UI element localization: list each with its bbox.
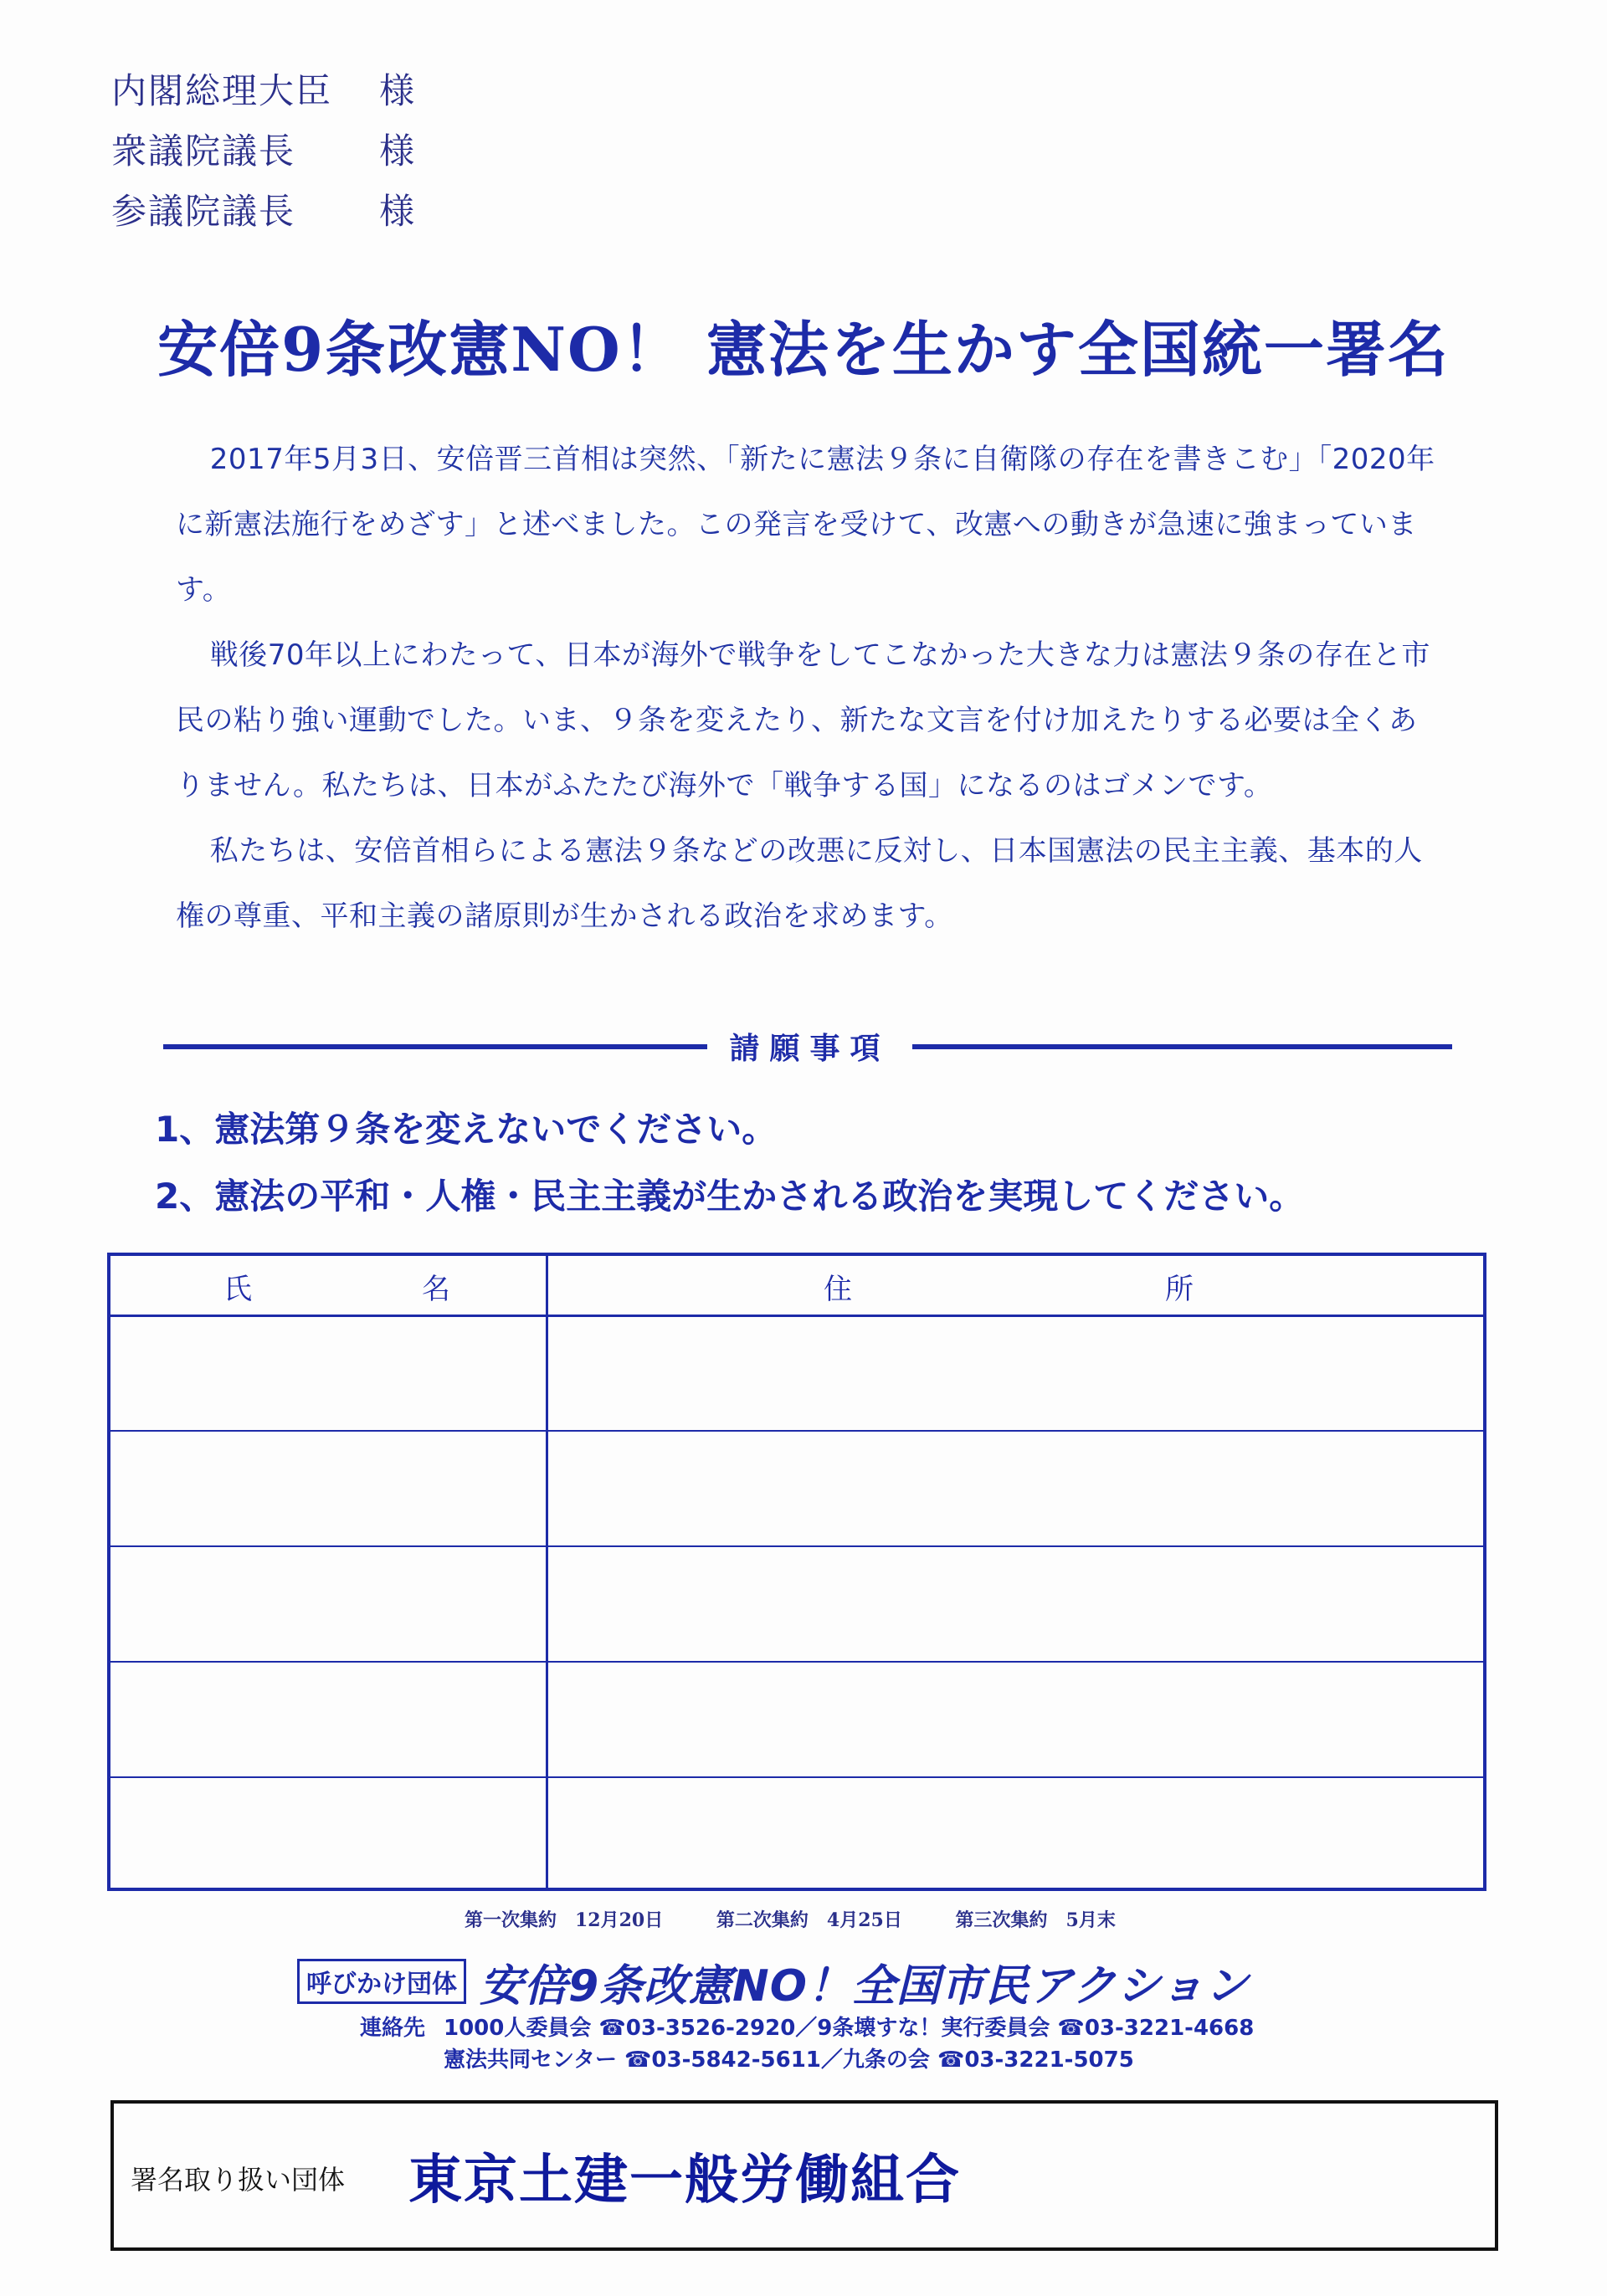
name-field[interactable] (110, 1315, 546, 1430)
deadline-second: 第二次集約 4月25日 (716, 1909, 902, 1931)
divider (912, 1044, 1452, 1049)
name-field[interactable] (110, 1432, 546, 1545)
address-field[interactable] (548, 1432, 1483, 1545)
handler-name: 東京土建一般労働組合 (408, 2150, 961, 2211)
address-field[interactable] (548, 1547, 1483, 1661)
table-row (110, 1432, 1483, 1547)
addressee-honorific: 様 (379, 191, 415, 232)
page-title: 安倍9条改憲NO！ 憲法を生かす全国統一署名 (157, 314, 1450, 385)
name-field[interactable] (110, 1547, 546, 1661)
collection-deadlines (465, 1906, 1163, 1932)
statement-paragraph: 2017年5月3日、安倍晋三首相は突然、「新たに憲法９条に自衛隊の存在を書きこむ」「2020年に新憲法施行をめざす」と述べました。この発言を受けて、改憲への動きが急速に強まっています。 (176, 443, 1435, 607)
statement-paragraph: 戦後70年以上にわたって、日本が海外で戦争をしてこなかった大きな力は憲法９条の存在と市民の粘り強い運動でした。いま、９条を変えたり、新たな文言を付け加えたりする必要は全くありません。私たちは、日本がふたたび海外で「戦争する国」になるのはゴメンです。 (176, 638, 1430, 802)
table-row (110, 1778, 1483, 1888)
table-row (110, 1663, 1483, 1778)
divider (163, 1044, 707, 1049)
address-field[interactable] (548, 1778, 1483, 1888)
name-header-char: 名 (422, 1273, 450, 1306)
addressee-honorific: 様 (379, 70, 415, 111)
address-field[interactable] (548, 1315, 1483, 1430)
organizer-badge: 呼びかけ団体 (297, 1959, 466, 2004)
organizer-line (297, 1952, 1249, 2011)
table-header (110, 1256, 1483, 1317)
name-field[interactable] (110, 1663, 546, 1776)
contact-info (360, 2012, 1254, 2076)
contact-label: 連絡先 (360, 2016, 426, 2041)
addressee-row (111, 119, 414, 179)
deadline-first: 第一次集約 12月20日 (465, 1909, 664, 1931)
organizer-name: 安倍9条改憲NO！全国市民アクション (480, 1960, 1250, 2012)
name-header-char: 氏 (223, 1273, 252, 1306)
request-list (155, 1096, 1304, 1230)
handling-organization-box (110, 2100, 1498, 2251)
address-header-char: 所 (1165, 1273, 1194, 1306)
addressee-name: 衆議院議長 (111, 131, 296, 172)
contact-numbers: 1000人委員会 ☎03-3526-2920／9条壊すな！実行委員会 ☎03-3221-4668 (444, 2016, 1255, 2041)
statement-body (176, 427, 1440, 949)
request-item: 2、憲法の平和・人権・民主主義が生かされる政治を実現してください。 (155, 1176, 1305, 1217)
statement-paragraph: 私たちは、安倍首相らによる憲法９条などの改悪に反対し、日本国憲法の民主主義、基本的人権の尊重、平和主義の諸原則が生かされる政治を求めます。 (176, 834, 1423, 933)
addressee-name: 参議院議長 (111, 191, 296, 232)
deadline-third: 第三次集約 5月末 (955, 1909, 1116, 1931)
petition-items-label: 請願事項 (729, 1032, 891, 1066)
addressee-honorific: 様 (379, 131, 415, 172)
contact-line (360, 2012, 1254, 2044)
addressee-row (111, 179, 414, 239)
contact-numbers: 憲法共同センター ☎03-5842-5611／九条の会 ☎03-3221-5075 (444, 2047, 1134, 2073)
handler-label: 署名取り扱い団体 (131, 2164, 346, 2196)
petition-items-header (163, 1025, 1452, 1067)
table-row (110, 1315, 1483, 1432)
signature-table (107, 1253, 1486, 1891)
addressee-row (111, 59, 414, 119)
name-field[interactable] (110, 1778, 546, 1888)
request-item: 1、憲法第９条を変えないでください。 (155, 1109, 778, 1150)
contact-line (360, 2044, 1254, 2076)
address-header-char: 住 (824, 1273, 852, 1306)
addressee-name: 内閣総理大臣 (111, 70, 333, 111)
address-field[interactable] (548, 1663, 1483, 1776)
addressee-list (111, 59, 414, 239)
table-row (110, 1547, 1483, 1663)
